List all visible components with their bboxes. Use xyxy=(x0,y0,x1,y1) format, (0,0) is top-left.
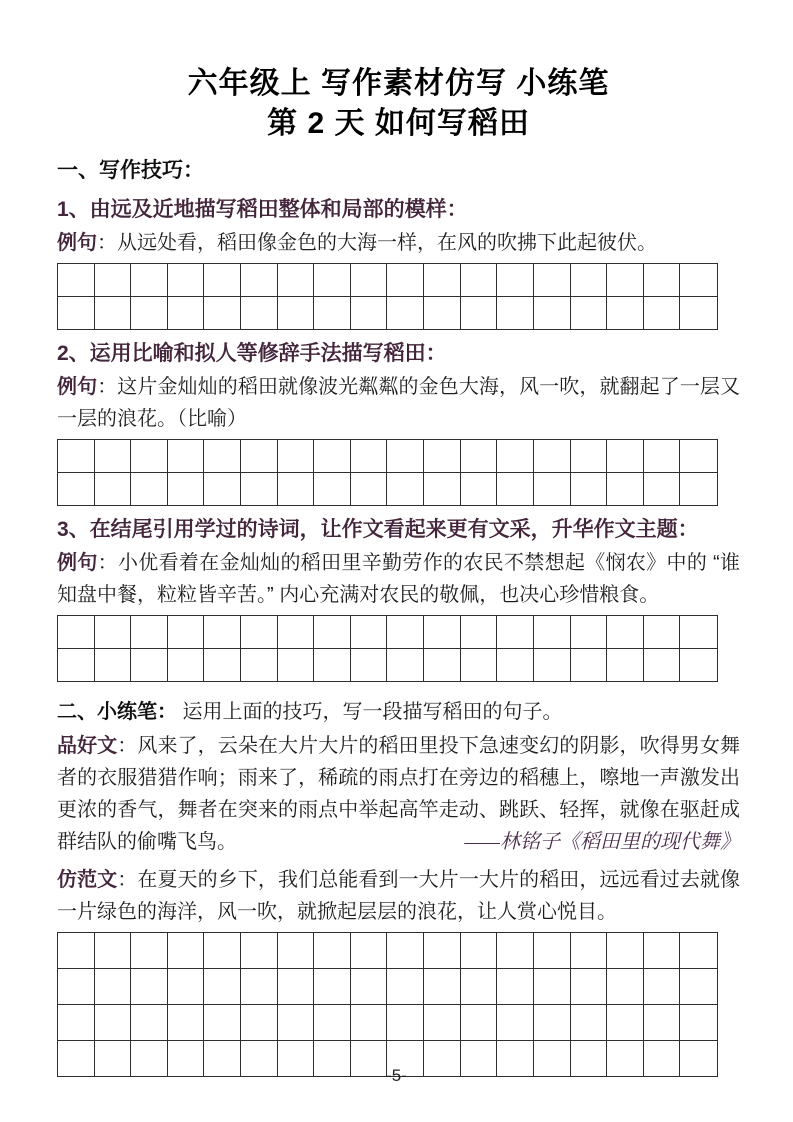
grid-cell xyxy=(314,473,351,505)
grid-cell xyxy=(387,440,424,473)
grid-cell xyxy=(644,473,681,505)
grid-cell xyxy=(571,969,608,1005)
grid-cell xyxy=(58,473,95,505)
grid-cell xyxy=(95,616,132,649)
grid-cell xyxy=(131,1005,168,1041)
grid-cell xyxy=(351,264,388,297)
grid-cell xyxy=(278,473,315,505)
grid-cell xyxy=(131,649,168,681)
grid-cell xyxy=(314,649,351,681)
grid-cell xyxy=(278,616,315,649)
grid-cell xyxy=(314,1005,351,1041)
grid-cell xyxy=(497,440,534,473)
grid-cell xyxy=(387,649,424,681)
grid-cell xyxy=(571,297,608,329)
grid-cell xyxy=(680,440,717,473)
grid-cell xyxy=(131,473,168,505)
grid-cell xyxy=(204,649,241,681)
grid-cell xyxy=(644,440,681,473)
grid-cell xyxy=(95,264,132,297)
section-one-heading: 一、写作技巧： xyxy=(57,159,204,182)
grid-cell xyxy=(571,440,608,473)
grid-cell xyxy=(58,440,95,473)
grid-cell xyxy=(644,297,681,329)
grid-cell xyxy=(278,1005,315,1041)
grid-cell xyxy=(278,649,315,681)
grid-cell xyxy=(607,1005,644,1041)
page-title-line2: 第 2 天 如何写稻田 xyxy=(267,107,530,140)
grid-cell xyxy=(58,969,95,1005)
grid-cell xyxy=(607,264,644,297)
grid-cell xyxy=(534,440,571,473)
grid-cell xyxy=(241,649,278,681)
grid-cell xyxy=(387,616,424,649)
good-example-attribution: ——林铭子《稻田里的现代舞》 xyxy=(464,831,740,853)
grid-cell xyxy=(607,616,644,649)
section-two-instruction: 运用上面的技巧，写一段描写稻田的句子。 xyxy=(177,701,563,723)
grid-cell xyxy=(497,649,534,681)
grid-cell xyxy=(424,473,461,505)
grid-cell xyxy=(680,297,717,329)
grid-cell xyxy=(351,969,388,1005)
writing-grid-3 xyxy=(57,615,718,682)
grid-cell xyxy=(241,933,278,969)
grid-cell xyxy=(58,264,95,297)
grid-cell xyxy=(241,969,278,1005)
grid-cell xyxy=(314,264,351,297)
grid-cell xyxy=(168,969,205,1005)
grid-cell xyxy=(351,933,388,969)
grid-cell xyxy=(461,616,498,649)
grid-cell xyxy=(278,440,315,473)
grid-cell xyxy=(534,473,571,505)
grid-cell xyxy=(131,264,168,297)
grid-cell xyxy=(204,297,241,329)
grid-cell xyxy=(241,297,278,329)
grid-cell xyxy=(424,440,461,473)
grid-cell xyxy=(607,473,644,505)
grid-cell xyxy=(680,933,717,969)
grid-cell xyxy=(168,1005,205,1041)
grid-cell xyxy=(314,616,351,649)
tip1-example-label: 例句 xyxy=(57,232,97,254)
writing-grid-1 xyxy=(57,263,718,330)
tip3-example-text: ：小优看着在金灿灿的稻田里辛勤劳作的农民不禁想起《悯农》中的 “谁知盘中餐，粒粒皆辛苦。” 内心充满对农民的敬佩，也决心珍惜粮食。 xyxy=(57,552,741,606)
tip2-heading: 2、运用比喻和拟人等修辞手法描写稻田： xyxy=(57,342,447,365)
grid-cell xyxy=(571,1005,608,1041)
grid-cell xyxy=(131,440,168,473)
grid-cell xyxy=(424,616,461,649)
good-example-label: 品好文 xyxy=(57,735,118,757)
grid-cell xyxy=(497,473,534,505)
grid-cell xyxy=(534,933,571,969)
grid-cell xyxy=(387,297,424,329)
grid-cell xyxy=(424,264,461,297)
writing-grid-4 xyxy=(57,932,718,1077)
tip3-example xyxy=(57,547,740,611)
grid-cell xyxy=(461,649,498,681)
tip1-example xyxy=(57,227,740,259)
grid-cell xyxy=(95,473,132,505)
grid-cell xyxy=(168,440,205,473)
grid-cell xyxy=(424,649,461,681)
grid-cell xyxy=(95,297,132,329)
grid-cell xyxy=(607,933,644,969)
grid-cell xyxy=(571,933,608,969)
grid-cell xyxy=(607,649,644,681)
grid-cell xyxy=(204,969,241,1005)
grid-cell xyxy=(497,264,534,297)
grid-cell xyxy=(278,264,315,297)
good-example-text: ：风来了，云朵在大片大片的稻田里投下急速变幻的阴影，吹得男女舞者的衣服猎猎作响；雨来了，稀疏的雨点打在旁边的稻穗上，嚓地一声激发出更浓的香气，舞者在突来的雨点中举起高竿走动、跳跃、轻挥，就像在驱赶成群结队的偷嘴飞鸟。 xyxy=(57,735,741,853)
grid-cell xyxy=(351,297,388,329)
grid-cell xyxy=(387,264,424,297)
grid-cell xyxy=(351,649,388,681)
grid-cell xyxy=(278,297,315,329)
grid-cell xyxy=(497,933,534,969)
grid-cell xyxy=(497,969,534,1005)
page-title xyxy=(57,64,740,144)
grid-cell xyxy=(131,297,168,329)
grid-cell xyxy=(571,264,608,297)
grid-cell xyxy=(461,264,498,297)
grid-cell xyxy=(168,933,205,969)
page-number: -5- xyxy=(386,1066,407,1085)
grid-cell xyxy=(644,969,681,1005)
grid-cell xyxy=(58,616,95,649)
grid-cell xyxy=(351,473,388,505)
tip2-example-text: ：这片金灿灿的稻田就像波光粼粼的金色大海，风一吹，就翻起了一层又一层的浪花。（比喻） xyxy=(57,376,741,430)
grid-cell xyxy=(131,969,168,1005)
grid-cell xyxy=(241,264,278,297)
grid-cell xyxy=(644,1005,681,1041)
grid-cell xyxy=(387,969,424,1005)
grid-cell xyxy=(241,1005,278,1041)
grid-cell xyxy=(497,1005,534,1041)
grid-cell xyxy=(131,616,168,649)
grid-cell xyxy=(314,297,351,329)
grid-cell xyxy=(314,440,351,473)
grid-cell xyxy=(387,933,424,969)
grid-cell xyxy=(680,616,717,649)
grid-cell xyxy=(424,297,461,329)
grid-cell xyxy=(241,440,278,473)
grid-cell xyxy=(461,1005,498,1041)
grid-cell xyxy=(204,264,241,297)
grid-cell xyxy=(204,440,241,473)
grid-cell xyxy=(534,616,571,649)
grid-cell xyxy=(204,1005,241,1041)
grid-cell xyxy=(607,297,644,329)
grid-cell xyxy=(351,616,388,649)
grid-cell xyxy=(461,933,498,969)
grid-cell xyxy=(461,297,498,329)
model-example-label: 仿范文 xyxy=(57,869,118,891)
grid-cell xyxy=(424,1005,461,1041)
writing-grid-2 xyxy=(57,439,718,506)
grid-cell xyxy=(278,969,315,1005)
model-example-paragraph xyxy=(57,864,740,928)
tip3-example-label: 例句 xyxy=(57,552,98,574)
grid-cell xyxy=(351,1005,388,1041)
grid-cell xyxy=(461,969,498,1005)
grid-cell xyxy=(497,297,534,329)
tip1-example-text: ：从远处看，稻田像金色的大海一样，在风的吹拂下此起彼伏。 xyxy=(97,232,657,254)
tip1-heading: 1、由远及近地描写稻田整体和局部的模样： xyxy=(57,198,468,221)
grid-cell xyxy=(534,1005,571,1041)
tip2-example-label: 例句 xyxy=(57,376,98,398)
grid-cell xyxy=(168,264,205,297)
grid-cell xyxy=(680,1005,717,1041)
grid-cell xyxy=(607,440,644,473)
tip2-example xyxy=(57,371,740,435)
section-two-heading-row xyxy=(57,696,740,728)
grid-cell xyxy=(644,616,681,649)
grid-cell xyxy=(241,616,278,649)
grid-cell xyxy=(278,933,315,969)
grid-cell xyxy=(168,616,205,649)
grid-cell xyxy=(387,473,424,505)
grid-cell xyxy=(58,297,95,329)
grid-cell xyxy=(204,933,241,969)
grid-cell xyxy=(387,1005,424,1041)
grid-cell xyxy=(461,473,498,505)
grid-cell xyxy=(497,616,534,649)
grid-cell xyxy=(58,933,95,969)
good-example-paragraph xyxy=(57,730,740,858)
grid-cell xyxy=(534,297,571,329)
grid-cell xyxy=(424,933,461,969)
grid-cell xyxy=(571,616,608,649)
grid-cell xyxy=(644,264,681,297)
grid-cell xyxy=(534,649,571,681)
grid-cell xyxy=(241,473,278,505)
grid-cell xyxy=(131,933,168,969)
grid-cell xyxy=(534,264,571,297)
page-title-line1: 六年级上 写作素材仿写 小练笔 xyxy=(187,67,610,100)
grid-cell xyxy=(95,933,132,969)
grid-cell xyxy=(424,969,461,1005)
tip3-heading: 3、在结尾引用学过的诗词，让作文看起来更有文采，升华作文主题： xyxy=(57,518,699,541)
grid-cell xyxy=(680,473,717,505)
grid-cell xyxy=(680,264,717,297)
grid-cell xyxy=(644,649,681,681)
grid-cell xyxy=(314,969,351,1005)
grid-cell xyxy=(461,440,498,473)
grid-cell xyxy=(314,933,351,969)
grid-cell xyxy=(680,649,717,681)
grid-cell xyxy=(607,969,644,1005)
model-example-text: ：在夏天的乡下，我们总能看到一大片一大片的稻田，远远看过去就像一片绿色的海洋，风一吹，就掀起层层的浪花，让人赏心悦目。 xyxy=(57,869,741,923)
grid-cell xyxy=(571,649,608,681)
grid-cell xyxy=(95,440,132,473)
grid-cell xyxy=(534,969,571,1005)
grid-cell xyxy=(204,616,241,649)
grid-cell xyxy=(680,969,717,1005)
section-two-heading: 二、小练笔： xyxy=(57,701,177,723)
grid-cell xyxy=(204,473,241,505)
grid-cell xyxy=(168,649,205,681)
grid-cell xyxy=(168,297,205,329)
grid-cell xyxy=(95,649,132,681)
grid-cell xyxy=(644,933,681,969)
grid-cell xyxy=(95,1005,132,1041)
grid-cell xyxy=(58,1005,95,1041)
grid-cell xyxy=(168,473,205,505)
grid-cell xyxy=(571,473,608,505)
grid-cell xyxy=(58,649,95,681)
grid-cell xyxy=(95,969,132,1005)
grid-cell xyxy=(351,440,388,473)
